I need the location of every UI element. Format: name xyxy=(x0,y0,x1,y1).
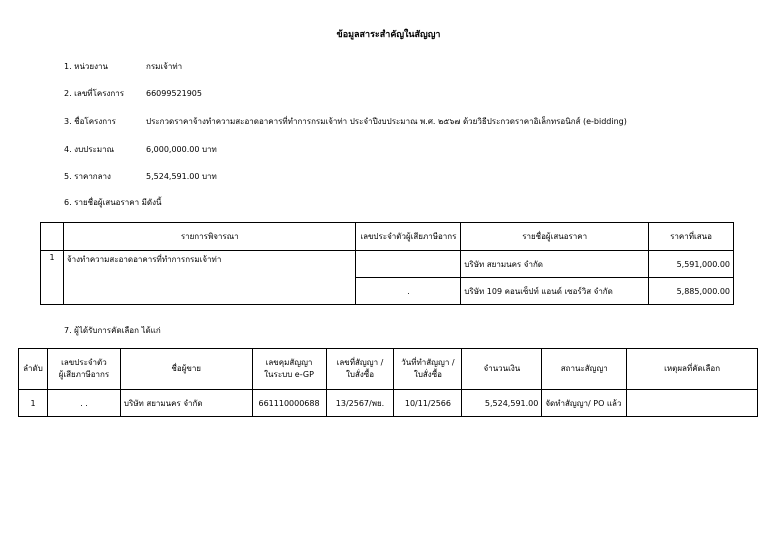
field-label: 2. เลขที่โครงการ xyxy=(64,89,125,98)
table-header-cell: ราคาที่เสนอ xyxy=(649,223,734,251)
table-row xyxy=(19,390,758,417)
header-line: ผู้เสียภาษีอากร xyxy=(58,370,110,379)
bidders-table xyxy=(40,222,734,305)
field-project-number xyxy=(64,87,202,100)
contract-amount: 5,524,591.00 xyxy=(462,390,542,417)
item-name: จ้างทำความสะอาดอาคารที่ทำการกรมเจ้าท่า xyxy=(63,251,356,305)
selected-vendor-table xyxy=(18,348,758,417)
table-header-cell xyxy=(326,349,394,390)
tax-id: . . xyxy=(47,390,120,417)
header-line: เลขประจำตัว xyxy=(61,358,107,367)
bidders-heading: 6. รายชื่อผู้เสนอราคา มีดังนี้ xyxy=(64,198,162,207)
field-project-name xyxy=(64,115,627,128)
vendor-name: บริษัท สยามนคร จำกัด xyxy=(120,390,252,417)
page-title: ข้อมูลสาระสำคัญในสัญญา xyxy=(336,30,441,40)
field-budget xyxy=(64,143,217,156)
bidder-name: บริษัท สยามนคร จำกัด xyxy=(461,251,649,278)
selection-reason xyxy=(627,390,758,417)
field-label: 4. งบประมาณ xyxy=(64,145,115,154)
table-header-cell xyxy=(394,349,462,390)
table-header-cell: รายชื่อผู้เสนอราคา xyxy=(461,223,649,251)
tax-id: . xyxy=(356,278,461,305)
field-value: 66099521905 xyxy=(146,89,202,98)
table-header-row xyxy=(41,223,734,251)
header-line: เลขที่สัญญา / xyxy=(336,358,384,367)
header-line: ในระบบ e-GP xyxy=(264,370,314,379)
field-label: 5. ราคากลาง xyxy=(64,172,111,181)
table-row xyxy=(41,251,734,278)
tax-id xyxy=(356,251,461,278)
contract-number: 13/2567/พย. xyxy=(326,390,394,417)
table-header-cell: เลขประจำตัวผู้เสียภาษีอากร xyxy=(356,223,461,251)
table-header-cell: สถานะสัญญา xyxy=(542,349,627,390)
header-line: ใบสั่งซื้อ xyxy=(345,370,374,379)
bid-price: 5,885,000.00 xyxy=(649,278,734,305)
table-header-cell xyxy=(252,349,326,390)
header-line: เลขคุมสัญญา xyxy=(265,358,313,367)
field-value: ประกวดราคาจ้างทำความสะอาดอาคารที่ทำการกรมเจ้าท่า ประจำปีงบประมาณ พ.ศ. ๒๕๖๗ ด้วยวิธีประกวดราคาอิเล็กทรอนิกส์ (e-bidding) xyxy=(146,117,627,126)
table-header-cell: ชื่อผู้ขาย xyxy=(120,349,252,390)
field-agency xyxy=(64,60,182,73)
field-value: กรมเจ้าท่า xyxy=(146,62,183,71)
item-number: 1 xyxy=(41,251,64,305)
table-header-cell: จำนวนเงิน xyxy=(462,349,542,390)
header-line: วันที่ทำสัญญา / xyxy=(401,358,455,367)
contract-ref: 661110000688 xyxy=(252,390,326,417)
table-header-cell: ลำดับ xyxy=(19,349,48,390)
field-value: 5,524,591.00 บาท xyxy=(146,172,217,181)
table-header-cell xyxy=(47,349,120,390)
field-median-price xyxy=(64,170,217,183)
field-label: 1. หน่วยงาน xyxy=(64,62,108,71)
row-number: 1 xyxy=(19,390,48,417)
table-header-cell: รายการพิจารณา xyxy=(63,223,356,251)
table-header-cell: เหตุผลที่คัดเลือก xyxy=(627,349,758,390)
selected-heading: 7. ผู้ได้รับการคัดเลือก ได้แก่ xyxy=(64,326,161,335)
table-header-cell xyxy=(41,223,64,251)
table-header-row xyxy=(19,349,758,390)
bidder-name: บริษัท 109 คอนเซ็ปท์ แอนด์ เซอร์วิส จำกัด xyxy=(461,278,649,305)
header-line: ใบสั่งซื้อ xyxy=(413,370,442,379)
contract-status: จัดทำสัญญา/ PO แล้ว xyxy=(542,390,627,417)
bid-price: 5,591,000.00 xyxy=(649,251,734,278)
field-label: 3. ชื่อโครงการ xyxy=(64,117,116,126)
field-value: 6,000,000.00 บาท xyxy=(146,145,217,154)
contract-date: 10/11/2566 xyxy=(394,390,462,417)
